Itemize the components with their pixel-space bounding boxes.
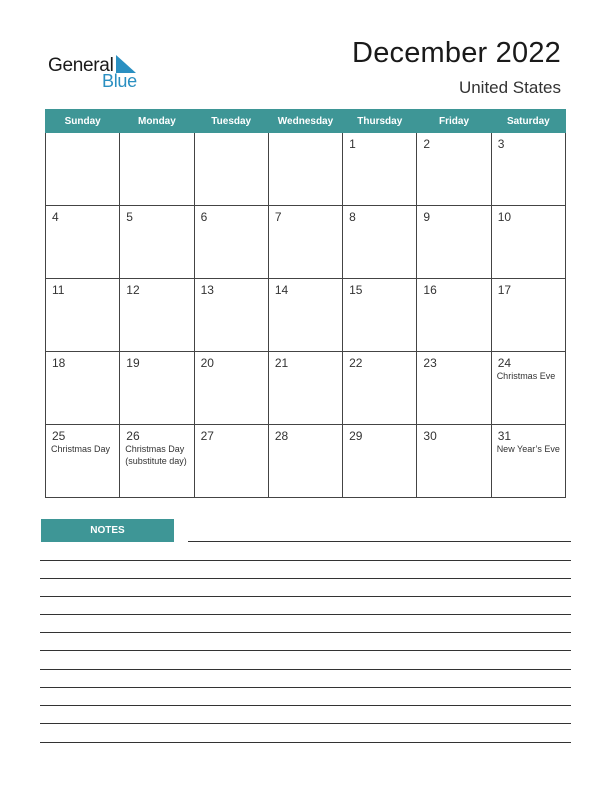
day-cell (46, 206, 120, 279)
week-row (46, 352, 566, 425)
day-cell (417, 279, 491, 352)
day-cell (343, 206, 417, 279)
holiday-label: New Year’s Eve (496, 444, 560, 454)
day-number: 25 (52, 429, 66, 443)
day-cell (120, 425, 194, 498)
day-cell (491, 133, 565, 206)
day-cell (46, 425, 120, 498)
week-row (46, 425, 566, 498)
day-number: 12 (126, 283, 140, 297)
day-number: 19 (126, 356, 140, 370)
day-number: 10 (497, 210, 512, 224)
day-number: 28 (274, 429, 289, 443)
day-number: 6 (200, 210, 208, 224)
day-cell (120, 206, 194, 279)
logo (48, 53, 148, 93)
day-number: 4 (52, 210, 59, 224)
day-cell (120, 352, 194, 425)
day-number: 24 (497, 356, 512, 370)
day-cell (46, 133, 120, 206)
day-number: 14 (274, 283, 289, 297)
week-row (46, 279, 566, 352)
day-cell (194, 352, 268, 425)
weekday-monday: Monday (120, 110, 194, 133)
note-line (40, 723, 571, 724)
day-cell (194, 279, 268, 352)
day-cell (343, 352, 417, 425)
day-number: 2 (423, 137, 431, 151)
day-number: 16 (423, 283, 437, 297)
week-row (46, 206, 566, 279)
day-cell (417, 206, 491, 279)
day-cell (194, 425, 268, 498)
calendar-grid (45, 109, 566, 498)
page-title: December 2022 (352, 37, 561, 69)
day-cell (120, 279, 194, 352)
day-number: 18 (52, 356, 66, 370)
country-subtitle: United States (458, 78, 561, 97)
note-line (40, 632, 571, 633)
day-cell (268, 133, 342, 206)
holiday-label: Christmas Day (51, 444, 111, 454)
note-line (188, 541, 571, 542)
logo-general-text: General (48, 55, 114, 76)
note-line (40, 669, 571, 670)
note-line (40, 578, 571, 579)
day-cell (268, 206, 342, 279)
note-line (40, 560, 571, 561)
day-number: 5 (126, 210, 133, 224)
day-number: 3 (497, 137, 505, 151)
day-number: 23 (423, 356, 437, 370)
weekday-friday: Friday (417, 110, 491, 133)
weekday-tuesday: Tuesday (194, 110, 268, 133)
notes-label: NOTES (41, 519, 174, 542)
day-number: 13 (200, 283, 214, 297)
note-line (40, 705, 571, 706)
day-cell (417, 352, 491, 425)
day-cell (491, 279, 565, 352)
day-number: 9 (423, 210, 431, 224)
logo-blue-text: Blue (102, 71, 137, 91)
day-cell (417, 425, 491, 498)
note-line (40, 596, 571, 597)
day-cell (194, 133, 268, 206)
weekday-saturday: Saturday (491, 110, 565, 133)
day-number: 21 (274, 356, 289, 370)
day-cell (268, 279, 342, 352)
day-number: 31 (497, 429, 512, 443)
day-number: 30 (423, 429, 437, 443)
note-line (40, 650, 571, 651)
day-cell (46, 279, 120, 352)
day-number: 26 (126, 429, 140, 443)
holiday-label: Christmas Day (substitute day) (125, 444, 187, 466)
day-cell (491, 206, 565, 279)
weekday-wednesday: Wednesday (268, 110, 342, 133)
day-cell (194, 206, 268, 279)
note-line (40, 614, 571, 615)
day-cell (268, 425, 342, 498)
day-cell (491, 352, 565, 425)
day-cell (491, 425, 565, 498)
week-row (46, 133, 566, 206)
holiday-label: Christmas Eve (496, 371, 556, 381)
day-number: 11 (52, 283, 65, 297)
day-number: 15 (349, 283, 363, 297)
day-number: 17 (497, 283, 512, 297)
day-number: 29 (349, 429, 363, 443)
weekday-sunday: Sunday (46, 110, 120, 133)
day-cell (417, 133, 491, 206)
day-number: 8 (349, 210, 356, 224)
day-number: 20 (200, 356, 214, 370)
day-cell (343, 133, 417, 206)
day-cell (268, 352, 342, 425)
weekday-thursday: Thursday (343, 110, 417, 133)
day-cell (343, 279, 417, 352)
weekday-header-row (46, 110, 566, 133)
day-cell (343, 425, 417, 498)
note-line (40, 687, 571, 688)
day-cell (120, 133, 194, 206)
day-number: 27 (200, 429, 214, 443)
day-number: 1 (349, 137, 356, 151)
day-number: 7 (274, 210, 282, 224)
day-cell (46, 352, 120, 425)
day-number: 22 (349, 356, 363, 370)
note-line (40, 742, 571, 743)
